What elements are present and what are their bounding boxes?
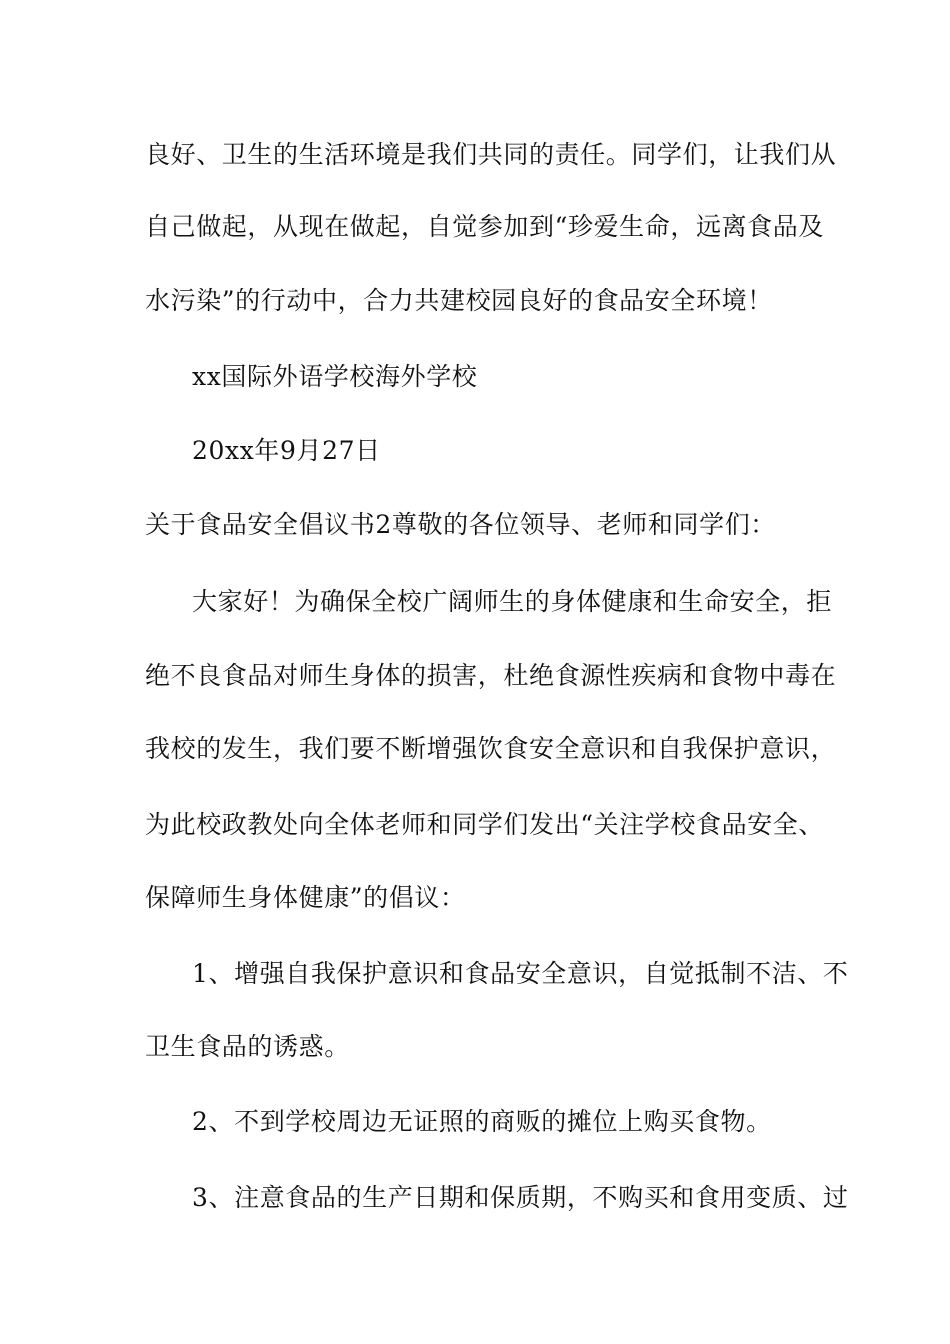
text-line: 自己做起，从现在做起，自觉参加到“珍爱生命，远离食品及: [145, 212, 824, 241]
signature-date: 20xx年9月27日: [192, 436, 381, 465]
text-line: 保障师生身体健康”的倡议：: [145, 883, 466, 912]
list-item-2: 2、不到学校周边无证照的商贩的摊位上购买食物。: [192, 1107, 772, 1136]
section-heading: 关于食品安全倡议书2尊敬的各位领导、老师和同学们：: [145, 510, 776, 539]
text-line: 绝不良食品对师生身体的损害，杜绝食源性疾病和食物中毒在: [145, 661, 837, 690]
list-item-3: 3、注意食品的生产日期和保质期，不购买和食用变质、过: [192, 1183, 849, 1212]
text-line: 良好、卫生的生活环境是我们共同的责任。同学们，让我们从: [145, 140, 837, 169]
list-item-1: 1、增强自我保护意识和食品安全意识，自觉抵制不洁、不: [192, 959, 849, 988]
text-line: 卫生食品的诱惑。: [145, 1032, 350, 1061]
text-line: 水污染”的行动中，合力共建校园良好的食品安全环境！: [145, 286, 773, 315]
text-line: 我校的发生，我们要不断增强饮食安全意识和自我保护意识，: [145, 734, 837, 763]
text-line: 大家好！为确保全校广阔师生的身体健康和生命安全，拒: [192, 587, 833, 616]
text-line: 为此校政教处向全体老师和同学们发出“关注学校食品安全、: [145, 810, 824, 839]
signature-school: xx国际外语学校海外学校: [192, 362, 478, 391]
